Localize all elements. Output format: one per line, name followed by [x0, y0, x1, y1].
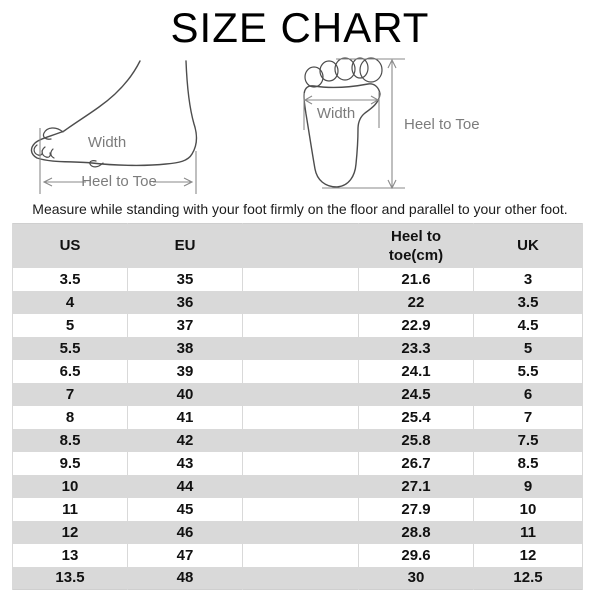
- column-header-us: US: [13, 224, 128, 268]
- cell-eu: 41: [128, 406, 243, 429]
- cell-cm: 24.5: [359, 383, 474, 406]
- cell-spacer: [243, 406, 359, 429]
- cell-spacer: [243, 337, 359, 360]
- cell-eu: 45: [128, 498, 243, 521]
- table-row: [13, 268, 583, 291]
- cell-cm: 23.3: [359, 337, 474, 360]
- cell-uk: 3: [474, 268, 583, 291]
- cell-eu: 36: [128, 291, 243, 314]
- cell-cm: 27.1: [359, 475, 474, 498]
- cell-uk: 10: [474, 498, 583, 521]
- table-row: [13, 521, 583, 544]
- side-width-label: Width: [87, 134, 127, 151]
- cell-uk: 8.5: [474, 452, 583, 475]
- cell-uk: 5.5: [474, 360, 583, 383]
- cell-us: 5.5: [13, 337, 128, 360]
- cell-spacer: [243, 291, 359, 314]
- table-row: [13, 360, 583, 383]
- cell-cm: 30: [359, 567, 474, 590]
- footprint-diagram: [304, 58, 480, 188]
- table-header-row: [13, 224, 583, 268]
- cell-us: 10: [13, 475, 128, 498]
- cell-uk: 4.5: [474, 314, 583, 337]
- footprint-width-label: Width: [316, 105, 356, 122]
- column-header-heel-to-toe: [359, 224, 474, 268]
- cell-spacer: [243, 360, 359, 383]
- cell-cm: 29.6: [359, 544, 474, 567]
- cell-spacer: [243, 452, 359, 475]
- column-header-spacer: [243, 224, 359, 268]
- cell-eu: 44: [128, 475, 243, 498]
- cell-us: 3.5: [13, 268, 128, 291]
- cell-us: 5: [13, 314, 128, 337]
- cell-cm: 25.8: [359, 429, 474, 452]
- cell-eu: 40: [128, 383, 243, 406]
- cell-cm: 25.4: [359, 406, 474, 429]
- table-row: [13, 475, 583, 498]
- cell-eu: 35: [128, 268, 243, 291]
- cell-us: 4: [13, 291, 128, 314]
- table-row: [13, 337, 583, 360]
- cell-us: 7: [13, 383, 128, 406]
- cell-spacer: [243, 475, 359, 498]
- cell-us: 8: [13, 406, 128, 429]
- cell-us: 9.5: [13, 452, 128, 475]
- cell-uk: 7.5: [474, 429, 583, 452]
- table-row: [13, 452, 583, 475]
- cell-us: 11: [13, 498, 128, 521]
- cell-uk: 3.5: [474, 291, 583, 314]
- cell-uk: 5: [474, 337, 583, 360]
- table-row: [13, 383, 583, 406]
- cell-uk: 12.5: [474, 567, 583, 590]
- cell-spacer: [243, 544, 359, 567]
- cell-cm: 22: [359, 291, 474, 314]
- heel-to-toe-header-line2: toe(cm): [388, 246, 444, 264]
- cell-eu: 38: [128, 337, 243, 360]
- cell-eu: 46: [128, 521, 243, 544]
- foot-measurement-diagrams: [0, 55, 600, 215]
- cell-us: 6.5: [13, 360, 128, 383]
- cell-eu: 48: [128, 567, 243, 590]
- cell-uk: 6: [474, 383, 583, 406]
- table-row: [13, 544, 583, 567]
- cell-cm: 27.9: [359, 498, 474, 521]
- cell-us: 13: [13, 544, 128, 567]
- cell-us: 13.5: [13, 567, 128, 590]
- page-title: SIZE CHART: [170, 4, 430, 51]
- column-header-uk: UK: [474, 224, 583, 268]
- cell-uk: 7: [474, 406, 583, 429]
- column-header-eu: EU: [128, 224, 243, 268]
- cell-spacer: [243, 268, 359, 291]
- side-heel-to-toe-label: Heel to Toe: [81, 173, 157, 190]
- cell-cm: 21.6: [359, 268, 474, 291]
- footprint-toes-icon: [305, 58, 382, 87]
- cell-cm: 28.8: [359, 521, 474, 544]
- side-foot-diagram: [31, 61, 196, 194]
- cell-cm: 24.1: [359, 360, 474, 383]
- cell-eu: 43: [128, 452, 243, 475]
- cell-spacer: [243, 429, 359, 452]
- table-row: [13, 406, 583, 429]
- heel-to-toe-header-line1: Heel to: [390, 227, 441, 245]
- table-row: [13, 291, 583, 314]
- cell-uk: 11: [474, 521, 583, 544]
- cell-spacer: [243, 567, 359, 590]
- measure-note: Measure while standing with your foot firmly on the floor and parallel to your other foot.: [32, 201, 568, 217]
- table-row: [13, 498, 583, 521]
- cell-spacer: [243, 521, 359, 544]
- cell-cm: 22.9: [359, 314, 474, 337]
- table-row: [13, 429, 583, 452]
- size-chart-table: [12, 223, 583, 590]
- cell-uk: 9: [474, 475, 583, 498]
- cell-spacer: [243, 383, 359, 406]
- cell-us: 12: [13, 521, 128, 544]
- table-row: [13, 567, 583, 590]
- footprint-outline-icon: [304, 84, 380, 187]
- cell-spacer: [243, 498, 359, 521]
- cell-uk: 12: [474, 544, 583, 567]
- cell-spacer: [243, 314, 359, 337]
- cell-eu: 47: [128, 544, 243, 567]
- cell-eu: 39: [128, 360, 243, 383]
- footprint-heel-to-toe-label: Heel to Toe: [404, 116, 480, 133]
- cell-us: 8.5: [13, 429, 128, 452]
- cell-eu: 37: [128, 314, 243, 337]
- cell-eu: 42: [128, 429, 243, 452]
- cell-cm: 26.7: [359, 452, 474, 475]
- table-row: [13, 314, 583, 337]
